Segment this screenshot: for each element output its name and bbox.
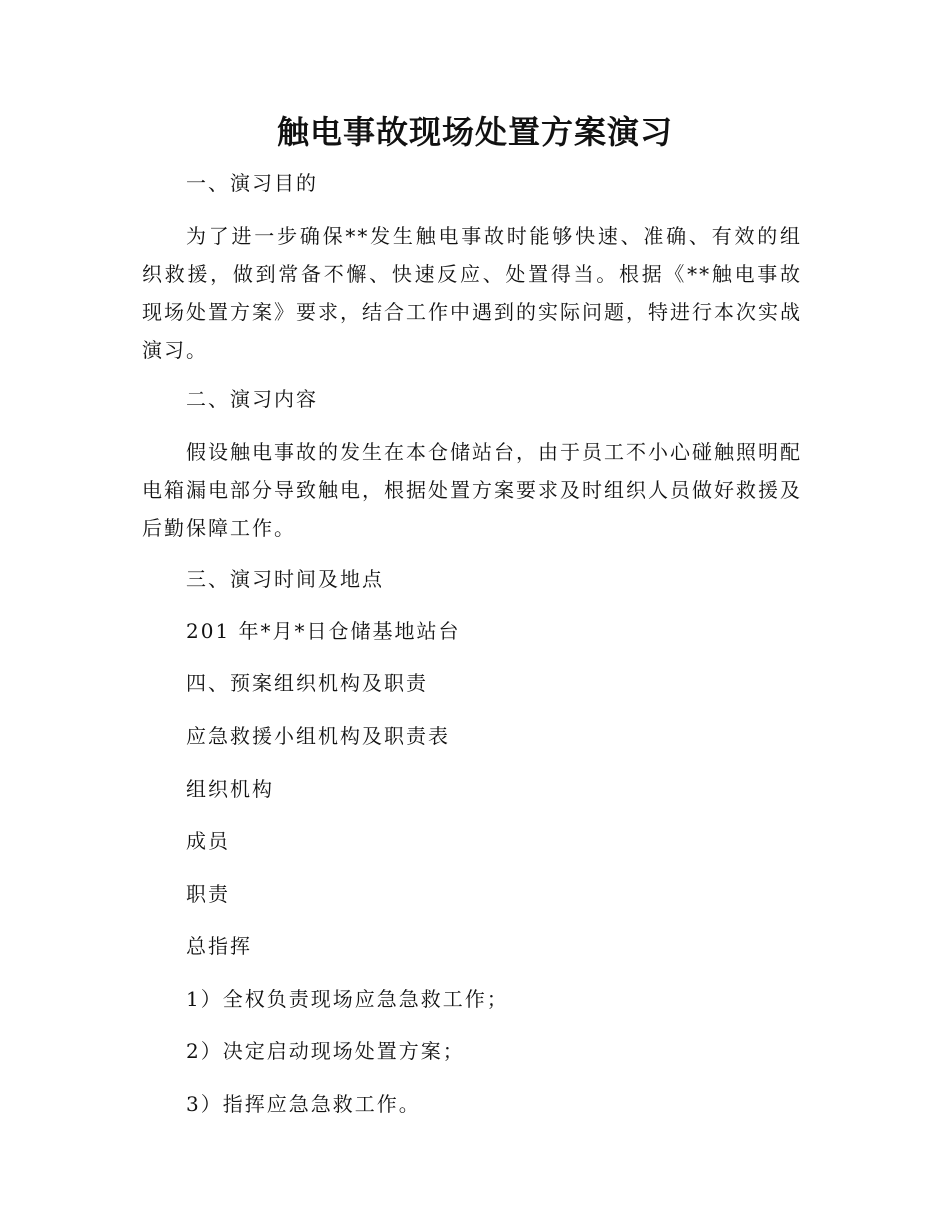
role-commander: 总指挥 [186, 934, 252, 958]
section-heading-organization: 四、预案组织机构及职责 [186, 671, 428, 695]
section-heading-content: 二、演习内容 [186, 387, 318, 411]
duty-item-3: 3）指挥应急急救工作。 [186, 1092, 421, 1116]
table-title: 应急救援小组机构及职责表 [186, 724, 450, 748]
section-heading-time: 三、演习时间及地点 [186, 567, 384, 591]
table-header-member: 成员 [186, 829, 230, 853]
table-header-duty: 职责 [186, 882, 230, 906]
table-header-organization: 组织机构 [186, 777, 274, 801]
section-heading-purpose: 一、演习目的 [186, 171, 318, 195]
document-title: 触电事故现场处置方案演习 [276, 113, 673, 151]
paragraph-time-location: 201 年*月*日仓储基地站台 [186, 619, 461, 643]
duty-item-2: 2）决定启动现场处置方案； [186, 1039, 465, 1063]
paragraph-purpose: 为了进一步确保**发生触电事故时能够快速、准确、有效的组织救援，做到常备不懈、快速反应、处置得当。根据《**触电事故现场处置方案》要求，结合工作中遇到的实际问题，特进行本次实战演习。 [142, 224, 802, 362]
duty-item-1: 1）全权负责现场应急急救工作； [186, 987, 509, 1011]
paragraph-content: 假设触电事故的发生在本仓储站台，由于员工不小心碰触照明配电箱漏电部分导致触电，根据处置方案要求及时组织人员做好救援及后勤保障工作。 [142, 440, 802, 540]
